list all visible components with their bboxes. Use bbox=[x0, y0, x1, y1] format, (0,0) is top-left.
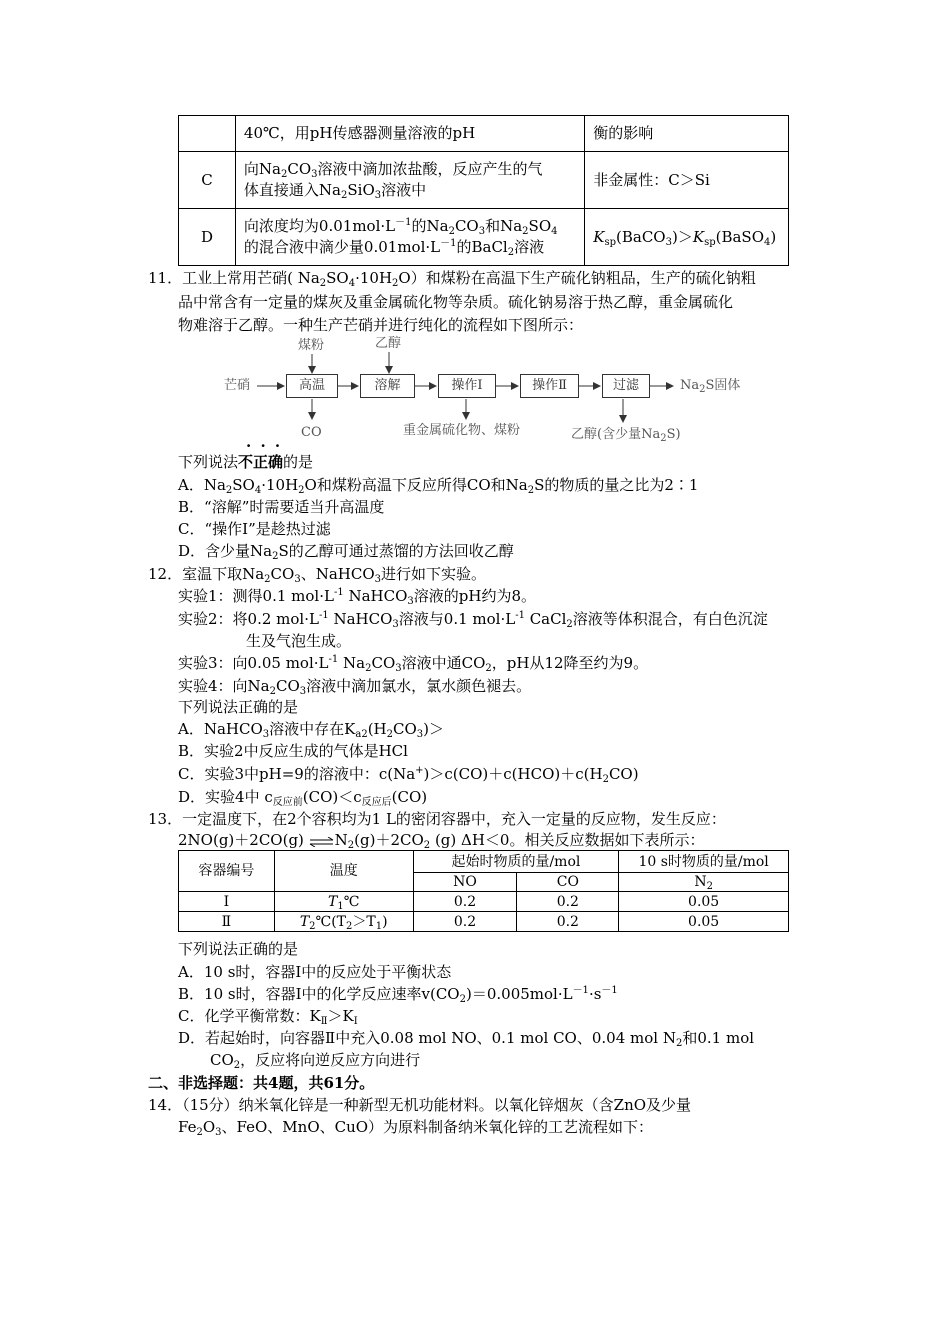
flow-output-sulfides: 重金属硫化物、煤粉 bbox=[403, 423, 521, 438]
table-header-row bbox=[179, 851, 789, 873]
q13-option-d-cont: $CO_2$，反应将向逆反应方向进行 bbox=[210, 1051, 421, 1071]
q13-equation: 2NO(g)＋2CO(g) $N_2(g)+2CO_2$ (g) ΔH＜0。相关反应数据如下表所示： bbox=[178, 831, 705, 851]
flow-end-label: $Na_2S$固体 bbox=[680, 378, 741, 395]
header-n2: $N_2$ bbox=[619, 873, 789, 892]
table-cell: 40℃，用pH传感器测量溶液的pH bbox=[235, 116, 584, 152]
flow-box-high-temp: 高温 bbox=[286, 374, 338, 398]
q12-option-c: C．实验3中pH=9的溶液中：$c(Na^+)>c(CO)+c(HCO)+c(H_2CO)$ bbox=[178, 765, 639, 785]
q11-line1: 11．工业上常用芒硝( $Na_2SO_4\cdot 10H_2O$）和煤粉在高温下生产硫化钠粗品，生产的硫化钠粗 bbox=[148, 269, 756, 289]
header-co: CO bbox=[517, 873, 619, 892]
flow-box-dissolve: 溶解 bbox=[360, 374, 415, 398]
reaction-data-table bbox=[178, 850, 789, 932]
row-label: D bbox=[179, 209, 236, 266]
flow-output-co: CO bbox=[301, 425, 322, 440]
q11-option-c: C．“操作Ⅰ”是趁热过滤 bbox=[178, 520, 331, 538]
flow-output-ethanol: 乙醇(含少量$Na_2S$) bbox=[571, 427, 681, 444]
table-cell: 向浓度均为$0.01mol\cdot L^{-1}$的$Na_2CO_3$和$Na_2SO_4$ 的混合液中滴少量$0.01mol\cdot L^{-1}$的BaCl$_2$溶液 bbox=[235, 209, 584, 266]
q12-exp4: 实验4：向$Na_2CO_3$溶液中滴加氯水，氯水颜色褪去。 bbox=[178, 677, 532, 697]
q11-line2: 品中常含有一定量的煤灰及重金属硫化物等杂质。硫化钠易溶于热乙醇，重金属硫化 bbox=[178, 293, 734, 311]
flow-box-filter: 过滤 bbox=[602, 374, 650, 398]
q11-option-a: A．$Na_2SO_4\cdot 10H_2O$和煤粉高温下反应所得CO和$Na_2S$的物质的量之比为2∶1 bbox=[178, 476, 699, 496]
flow-box-op2: 操作Ⅱ bbox=[520, 374, 579, 398]
flow-input-ethanol: 乙醇 bbox=[375, 336, 402, 351]
header-container: 容器编号 bbox=[179, 851, 275, 892]
q13-option-c: C．化学平衡常数：$K_Ⅱ>K_Ⅰ$ bbox=[178, 1007, 358, 1027]
q12-exp3: 实验3：向0.05 $mol\cdot L^{-1}$ $Na_2CO_3$溶液中通$CO_2$，pH从12降至约为9。 bbox=[178, 654, 649, 674]
q12-exp1: 实验1：测得0.1 $mol\cdot L^{-1}$ NaHCO$_3$溶液的pH约为8。 bbox=[178, 587, 537, 607]
emphasis-dots: · · · bbox=[246, 437, 283, 455]
table-row: Ⅱ $T_2℃(T_2>T_1)$ 0.2 0.2 0.05 bbox=[179, 912, 789, 932]
flow-box-op1: 操作Ⅰ bbox=[438, 374, 496, 398]
q12-exp2: 实验2：将0.2 $mol\cdot L^{-1}$ NaHCO$_3$溶液与0.1 $mol\cdot L^{-1}$ CaCl$_2$溶液等体积混合，有白色沉淀 bbox=[178, 610, 768, 630]
q12-option-a: A．NaHCO$_3$溶液中存在$K_{a2}(H_2CO_3)>$ bbox=[178, 720, 445, 740]
q13-stem: 下列说法正确的是 bbox=[178, 940, 299, 958]
table-cell: $K_{sp}(BaCO_3)>K_{sp}(BaSO_4)$ bbox=[585, 209, 789, 266]
header-10s-amount: 10 s时物质的量/mol bbox=[619, 851, 789, 873]
table-row: Ⅰ $T_1℃$ 0.2 0.2 0.05 bbox=[179, 892, 789, 912]
header-no: NO bbox=[413, 873, 517, 892]
flow-input-coal: 煤粉 bbox=[298, 338, 325, 353]
q13-line1: 13．一定温度下，在2个容积均为1 L的密闭容器中，充入一定量的反应物，发生反应： bbox=[148, 810, 726, 828]
q12-option-b: B．实验2中反应生成的气体是HCl bbox=[178, 742, 408, 760]
row-label: C bbox=[179, 152, 236, 209]
equilibrium-arrow-icon bbox=[309, 835, 335, 845]
q12-stem: 下列说法正确的是 bbox=[178, 698, 299, 716]
q12-exp2-cont: 生及气泡生成。 bbox=[246, 632, 352, 650]
header-initial-amount: 起始时物质的量/mol bbox=[413, 851, 619, 873]
q12-line1: 12．室温下取$Na_2CO_3$、NaHCO$_3$进行如下实验。 bbox=[148, 565, 487, 585]
q11-stem: 下列说法不正确的是 bbox=[178, 453, 314, 471]
q14-line1: 14．（15分）纳米氧化锌是一种新型无机功能材料。以氧化锌烟灰（含ZnO及少量 bbox=[148, 1096, 692, 1114]
table-cell: 非金属性：C＞Si bbox=[585, 152, 789, 209]
table-cell: 向$Na_2CO_3$溶液中滴加浓盐酸，反应产生的气 体直接通入$Na_2SiO_3$溶液中 bbox=[235, 152, 584, 209]
flow-start-label: 芒硝 bbox=[224, 378, 251, 393]
q11-option-d: D．含少量$Na_2S$的乙醇可通过蒸馏的方法回收乙醇 bbox=[178, 542, 514, 562]
q11-line3: 物难溶于乙醇。一种生产芒硝并进行纯化的流程如下图所示： bbox=[178, 316, 584, 334]
table-cell: 衡的影响 bbox=[585, 116, 789, 152]
q13-option-d: D．若起始时，向容器Ⅱ中充入0.08 mol NO、0.1 mol CO、0.04 mol $N_2$和0.1 mol bbox=[178, 1029, 755, 1049]
section-heading: 二、非选择题：共4题，共61分。 bbox=[148, 1074, 375, 1092]
q12-option-d: D．实验4中 $c_{反应前}(CO)<c_{反应后}(CO)$ bbox=[178, 788, 428, 808]
q11-option-b: B．“溶解”时需要适当升高温度 bbox=[178, 498, 385, 516]
q13-option-b: B．10 s时，容器Ⅰ中的化学反应速率$v(CO_2)=0.005mol\cdot L^{-1}\cdot s^{-1}$ bbox=[178, 985, 618, 1005]
q14-line2: $Fe_2O_3$、FeO、MnO、CuO）为原料制备纳米氧化锌的工艺流程如下： bbox=[178, 1118, 654, 1138]
header-temperature: 温度 bbox=[274, 851, 413, 892]
q13-option-a: A．10 s时，容器Ⅰ中的反应处于平衡状态 bbox=[178, 963, 452, 981]
